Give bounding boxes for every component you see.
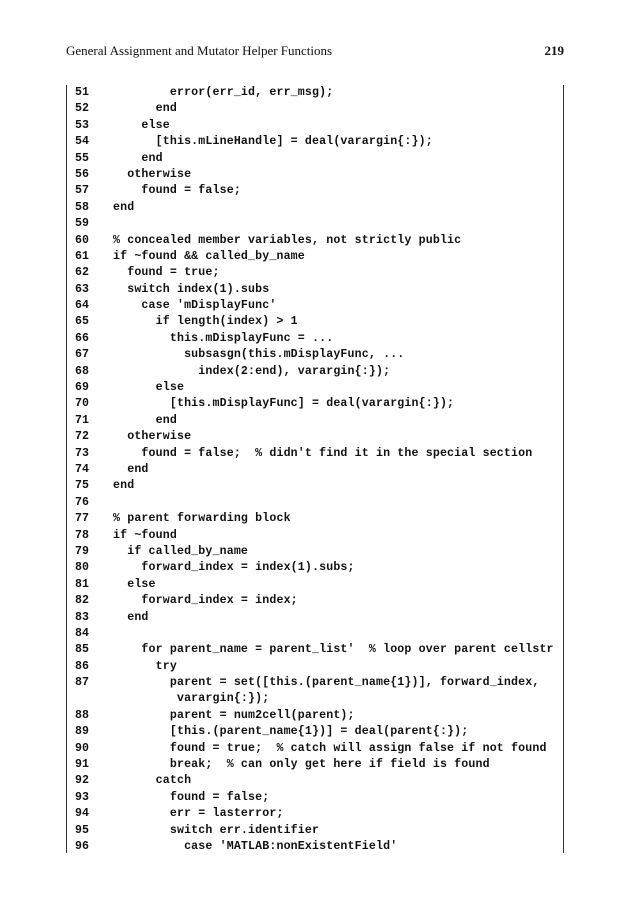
line-code: else xyxy=(113,381,185,395)
page-header xyxy=(66,43,564,63)
line-code: forward_index = index(1).subs; xyxy=(113,561,355,575)
line-number: 90 xyxy=(75,741,89,755)
running-title: General Assignment and Mutator Helper Functions xyxy=(66,43,333,58)
line-code: if ~found xyxy=(113,528,177,542)
line-number: 81 xyxy=(75,577,89,591)
line-number: 94 xyxy=(75,807,89,821)
line-number: 96 xyxy=(75,839,89,853)
line-code: case 'MATLAB:nonExistentField' xyxy=(113,839,398,853)
line-code: switch index(1).subs xyxy=(113,282,270,296)
line-code: for parent_name = parent_list' % loop over parent cellstr xyxy=(113,643,554,657)
line-number: 76 xyxy=(75,495,89,509)
line-number: 77 xyxy=(75,512,89,526)
line-code: subsasgn(this.mDisplayFunc, ... xyxy=(113,348,405,362)
line-code: end xyxy=(113,200,135,214)
line-number: 59 xyxy=(75,217,89,231)
line-number: 71 xyxy=(75,413,89,427)
line-code: try xyxy=(113,659,177,673)
line-number: 64 xyxy=(75,299,89,313)
line-code: switch err.identifier xyxy=(113,823,320,837)
line-number: 80 xyxy=(75,561,89,575)
line-number: 84 xyxy=(75,626,89,640)
line-code: otherwise xyxy=(113,430,192,444)
line-code: found = false; xyxy=(113,790,270,804)
line-number: 75 xyxy=(75,479,89,493)
line-number: 74 xyxy=(75,462,89,476)
line-number: 55 xyxy=(75,151,89,165)
code-listing xyxy=(66,85,564,853)
line-code: end xyxy=(113,413,177,427)
line-code: parent = num2cell(parent); xyxy=(113,708,355,722)
line-code: if called_by_name xyxy=(113,544,249,558)
line-code: parent = set([this.(parent_name{1})], forward_index, xyxy=(113,676,540,690)
line-number: 54 xyxy=(75,135,89,149)
line-number: 92 xyxy=(75,774,89,788)
line-code: found = false; % didn't find it in the special section xyxy=(113,446,533,460)
line-number: 85 xyxy=(75,643,89,657)
line-code: % parent forwarding block xyxy=(113,512,291,526)
line-number: 70 xyxy=(75,397,89,411)
line-code: end xyxy=(113,479,135,493)
line-code: else xyxy=(113,577,156,591)
line-number: 62 xyxy=(75,266,89,280)
line-code: found = false; xyxy=(113,184,241,198)
line-code: index(2:end), varargin{:}); xyxy=(113,364,391,378)
line-code: found = true; xyxy=(113,266,220,280)
line-code: if ~found && called_by_name xyxy=(113,249,305,263)
line-number: 79 xyxy=(75,544,89,558)
line-number: 61 xyxy=(75,249,89,263)
line-number: 63 xyxy=(75,282,89,296)
line-number: 86 xyxy=(75,659,89,673)
line-code: end xyxy=(113,151,163,165)
line-number: 52 xyxy=(75,102,89,116)
line-number: 73 xyxy=(75,446,89,460)
line-number: 65 xyxy=(75,315,89,329)
line-number: 56 xyxy=(75,167,89,181)
line-code: else xyxy=(113,118,170,132)
line-number: 68 xyxy=(75,364,89,378)
line-number: 78 xyxy=(75,528,89,542)
line-code: end xyxy=(113,462,149,476)
line-number: 69 xyxy=(75,381,89,395)
line-code: err = lasterror; xyxy=(113,807,284,821)
line-code: if length(index) > 1 xyxy=(113,315,298,329)
line-number: 93 xyxy=(75,790,89,804)
page-number: 219 xyxy=(544,43,564,58)
line-number: 83 xyxy=(75,610,89,624)
line-code: forward_index = index; xyxy=(113,594,298,608)
line-number: 60 xyxy=(75,233,89,247)
line-code: varargin{:}); xyxy=(113,692,270,706)
line-code: otherwise xyxy=(113,167,192,181)
line-code: [this.mDisplayFunc] = deal(varargin{:}); xyxy=(113,397,455,411)
line-number: 95 xyxy=(75,823,89,837)
line-number: 66 xyxy=(75,331,89,345)
line-number: 89 xyxy=(75,725,89,739)
line-code: end xyxy=(113,610,149,624)
line-number: 51 xyxy=(75,86,89,99)
line-code: end xyxy=(113,102,177,116)
line-code: catch xyxy=(113,774,192,788)
line-number: 82 xyxy=(75,594,89,608)
line-number: 87 xyxy=(75,676,89,690)
line-code: this.mDisplayFunc = ... xyxy=(113,331,334,345)
line-number: 58 xyxy=(75,200,89,214)
line-number: 88 xyxy=(75,708,89,722)
line-number: 72 xyxy=(75,430,89,444)
line-code: [this.mLineHandle] = deal(varargin{:}); xyxy=(113,135,433,149)
line-code: % concealed member variables, not strictly public xyxy=(113,233,462,247)
line-number: 91 xyxy=(75,758,89,772)
line-code: [this.(parent_name{1})] = deal(parent{:}); xyxy=(113,725,469,739)
line-number: 67 xyxy=(75,348,89,362)
line-number: 57 xyxy=(75,184,89,198)
line-code: case 'mDisplayFunc' xyxy=(113,299,277,313)
line-code: found = true; % catch will assign false if not found xyxy=(113,741,547,755)
line-code: break; % can only get here if field is found xyxy=(113,758,490,772)
line-code: error(err_id, err_msg); xyxy=(113,86,334,99)
line-number: 53 xyxy=(75,118,89,132)
